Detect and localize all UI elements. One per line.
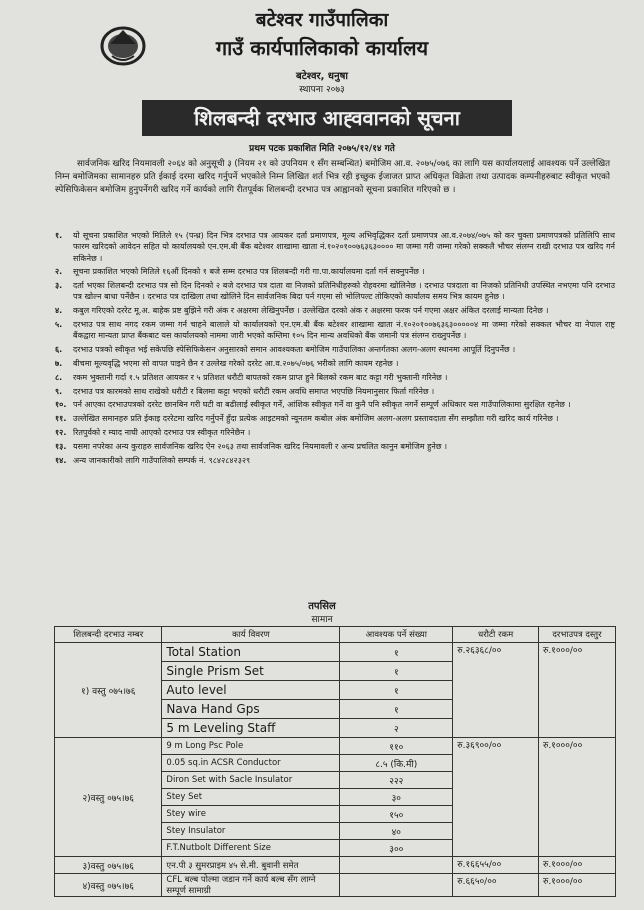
condition-number: ७. [55, 358, 63, 368]
item-description: Stey Insulator [162, 823, 340, 840]
deposit-amount: रु.३६९००/०० [453, 738, 539, 857]
section-title: तपसिल [308, 601, 336, 612]
condition-item [55, 266, 615, 277]
column-header: दरभाउपत्र दस्तुर [538, 627, 615, 643]
bid-fee: रु.१०००/०० [538, 738, 615, 857]
condition-number: १२. [55, 427, 67, 437]
condition-text: दरभाउ पत्र कारमको साथ राखेको धरौटी र बिलमा कट्टा भएको धरौटी रकम अवधि समाप्त भएपछि नियमानुसार फिर्ता गरिनेछ । [73, 386, 435, 396]
item-quantity: ३०० [340, 840, 453, 857]
condition-number: ९. [55, 386, 63, 396]
item-description: CFL बल्ब पोल्मा जडान गर्ने कार्य बल्ब सँग लाग्ने सम्पूर्ण सामाग्री [162, 874, 340, 897]
condition-number: ३. [55, 281, 63, 291]
item-quantity [340, 857, 453, 874]
condition-number: १०. [55, 400, 67, 410]
condition-number: ११. [55, 414, 67, 424]
condition-text: रकम भुक्तानी गर्दा १.५ प्रतिशत आयकर र ५ प्रतिशत धरौटी बापतको रकम प्राप्त हुने बिलको रकम बाट कट्टा गरी भुक्तानी गरिनेछ । [73, 372, 448, 382]
notice-title: शिलबन्दी दरभाउ आह्‍ववानको सूचना [142, 100, 512, 136]
conditions-list [55, 230, 615, 468]
condition-text: कबुल गरिएको दररेट मू.अ. बाहेक प्रष्ट बुझिने गरी अंक र अक्षरमा लेखिनुपर्नेछ । उल्लेखित दरको अंक र अक्षरमा फरक पर्न गएमा अक्षर अंकित दरलाई मान्यता दिनेछ । [73, 306, 549, 316]
item-quantity [340, 874, 453, 897]
item-quantity: १ [340, 681, 453, 700]
condition-item [55, 372, 615, 383]
condition-text: दरभाउ पत्रको स्वीकृत भई सकेपछि स्पेसिफिकेसन अनुसारको समान आवश्यकता बमोजिम गाउँपालिका अन्तर्गतका अलग-अलग स्थानमा आपूर्ति दिनुपर्नेछ । [73, 345, 516, 355]
office-location: बटेश्वर, धनुषा [295, 71, 348, 82]
condition-item [55, 386, 615, 397]
item-description: F.T.Nutbolt Different Size [162, 840, 340, 857]
condition-text: सूचना प्रकाशित भएको मितिले १६औं दिनको १ बजे सम्म दरभाउ पत्र शिलबन्दी गरी गा.पा.कार्यालयमा दर्ता गर्न सक्नुपर्नेछ । [73, 267, 425, 277]
column-header: शिलबन्दी दरभाउ नम्बर [55, 627, 162, 643]
deposit-amount: रु.१६६५५/०० [453, 857, 539, 874]
condition-text: यो सूचना प्रकाशित भएको मितिले १५ (पन्ध्र) दिन भित्र दरभाउ पत्र आयकर दर्ता प्रमाणपत्र, मूल्य अभिवृद्धिकर दर्ता प्रमाणपत्र आ.व.२०७४/०७५ को कर चुक्ता प्रमाणपत्रको प्रतिलिपि साथ फारम खरिदको आवेदन सहित यो कार्यालयको एन.एम.बी बैंक बटेश्वर शाखामा खाता नं.१०२०१००७६३६३०००० मा जम्मा गरी जम्मा गरेको सक्कलै भौचर संलग्न राखी दरभाउ पत्र खरिद गर्न सकिनेछ । [73, 231, 615, 263]
lot-number: ४)वस्तु ०७५।७६ [55, 874, 162, 897]
condition-item [55, 319, 615, 342]
lot-number: ३)वस्तु ०७५।७६ [55, 857, 162, 874]
item-description: Stey wire [162, 806, 340, 823]
item-quantity: ४० [340, 823, 453, 840]
condition-number: ४. [55, 306, 63, 316]
table-header-row [55, 627, 616, 643]
table-row [55, 738, 616, 755]
item-description: Diron Set with Sacle Insulator [162, 772, 340, 789]
condition-number: ८. [55, 372, 63, 382]
condition-item [55, 413, 615, 424]
condition-number: १४. [55, 455, 67, 465]
condition-text: यसमा नपरेका अन्य कुराहरु सार्वजनिक खरिद ऐन २०६३ तथा सार्वजनिक खरिद नियमावली र अन्य प्रचलित कानुन बमोजिम हुनेछ । [73, 441, 448, 451]
item-quantity: १ [340, 662, 453, 681]
item-description: Auto level [162, 681, 340, 700]
lot-number: २)वस्तु ०७५।७६ [55, 738, 162, 857]
item-quantity: २ [340, 719, 453, 738]
deposit-amount: रु.६६५०/०० [453, 874, 539, 897]
item-description: Nava Hand Gps [162, 700, 340, 719]
condition-item [55, 358, 615, 369]
item-description: 5 m Leveling Staff [162, 719, 340, 738]
condition-text: दरभाउ पत्र साथ नगद रकम जम्मा गर्न चाहने बालाले यो कार्यालयको एन.एम.बी बैंक बटेश्वर शाखामा खाता नं.१०२०१००७६३६३०००००४ मा जम्मा गरेको सक्कल भौचर वा नेपाल राष्ट्र बैंकद्वारा मान्यता प्राप्त बैंकबाट यस कार्यालयको नाममा जारी भएको कम्तिमा १०५ दिन मान्य अवधिको बैंक जमानी पत्र संलग्न राख्नुपर्नेछ । [73, 320, 615, 341]
column-header: आवश्यक पर्ने संख्या [340, 627, 453, 643]
deposit-amount: रु.२६३६८/०० [453, 643, 539, 738]
condition-text: रितपुर्वको र म्याद नाघी आएको दरभाउ पत्र स्वीकृत गरिनेछैन । [73, 427, 251, 437]
condition-item [55, 455, 615, 466]
condition-number: १. [55, 231, 63, 240]
item-quantity: १५० [340, 806, 453, 823]
lot-number: १) वस्तु ०७५।७६ [55, 643, 162, 738]
item-quantity: १ [340, 643, 453, 662]
item-description: एन.पी ३ सुमरप्राइम ४५ से.मी. बुवानी समेत [162, 857, 340, 874]
condition-item [55, 427, 615, 438]
condition-number: ६. [55, 345, 63, 355]
item-description: Total Station [162, 643, 340, 662]
condition-text: पर्न आएका दरभाउपत्रको दररेट छानबिन गरी घटी वा बढीलाई स्वीकृत गर्ने, आंशिक स्वीकृत गर्ने वा कुनै पनि स्वीकृत नगर्ने सम्पूर्ण अधिकार यस गाउँपालिकामा सुरक्षित रहनेछ । [73, 400, 571, 410]
condition-number: १३. [55, 441, 67, 451]
item-quantity: ११० [340, 738, 453, 755]
column-header: धरौटी रकम [453, 627, 539, 643]
column-header: कार्य विवरण [162, 627, 340, 643]
condition-number: २. [55, 267, 63, 277]
section-subtitle: सामान [311, 615, 333, 625]
condition-text: उल्लेखित समानहरु प्रति ईकाइ दररेटमा खरिद गर्नुपर्ने हुँदा प्रत्येक आइटमको न्यूनतम कबोल अंक बमोजिम अलग-अलग प्रस्तावदाता सँग सम्झौता गरी खरिद कार्य गरिनेछ । [73, 414, 559, 424]
condition-item [55, 280, 615, 303]
item-quantity: १ [340, 700, 453, 719]
condition-item [55, 441, 615, 452]
condition-text: बीचमा मूल्यवृद्धि भएमा सो वापत पाइने छैन र उल्लेख गरेको दररेट आ.व.२०७५/०७६ भरीको लागि कायम रहनेछ । [73, 358, 399, 368]
municipality-name: बटेश्वर गाउँपालिका [255, 9, 389, 31]
bid-fee: रु.१०००/०० [538, 857, 615, 874]
condition-number: ५. [55, 320, 63, 330]
condition-item [55, 305, 615, 316]
items-table [54, 626, 616, 897]
condition-text: दर्ता भएका शिलबन्दी दरभाउ पत्र सो दिन दिनको २ बजे दरभाउ पत्र दाता वा निजको प्रतिनिधीहरुको रोहवरमा खोलिनेछ । दरभाउ पत्रदाता वा निजको प्रतिनिधी उपस्थित नभएमा पनि दरभाउ पत्र खोल्न बाधा पर्नेछैन । दरभाउ पत्र दाखिला तथा खोलिने दिन सार्वजनिक बिदा पर्न गएमा सो भोलिपल्ट तोकिएको कार्यालय समय भित्र कायम हुनेछ । [73, 281, 615, 302]
office-name: गाउँ कार्यपालिकाको कार्यालय [215, 36, 429, 60]
established-year: स्थापना २०७३ [299, 85, 345, 95]
item-quantity: २२२ [340, 772, 453, 789]
condition-text: अन्य जानकारीको लागि गाउँपालिको सम्पर्क नं. ९८४२८४२३२९ [73, 455, 251, 465]
item-description: Stey Set [162, 789, 340, 806]
table-row [55, 874, 616, 897]
item-description: Single Prism Set [162, 662, 340, 681]
item-quantity: ८.५ (कि.मी) [340, 755, 453, 772]
item-quantity: ३० [340, 789, 453, 806]
bid-fee: रु.१०००/०० [538, 643, 615, 738]
bid-fee: रु.१०००/०० [538, 874, 615, 897]
published-date: प्रथम पटक प्रकाशित मिति २०७५/१२/१४ गते [249, 144, 395, 154]
condition-item [55, 344, 615, 355]
condition-item [55, 230, 615, 264]
intro-paragraph: सार्वजनिक खरिद नियमावली २०६४ को अनुसूची ३ (नियम २१ को उपनियम १ सँग सम्बन्धित) बमोजिम आ.व. २०७५/०७६ का लागि यस कार्यालयलाई आवश्यक पर्ने उल्लेखित निम्न बमोजिमका सामानहरु प्रति ईकाई दरमा खरिद गर्नुपर्ने भएकोले निम्न लिखित शर्त भित्र रही इच्छुक ईजाजत प्राप्त अधिकृत विक्रेता तथा उत्पादक कम्पनीहरुबाट स्वीकृत भएको स्पेसिफिकेसन बमोजिम हुनुपर्नेगरी खरिद गर्ने कार्यको लागि रीतपूर्वक शिलबन्दी दरभाउ पत्र आह्वानको सूचना प्रकाशित गरिएको छ । [55, 159, 610, 195]
table-row [55, 643, 616, 662]
table-row [55, 857, 616, 874]
item-description: 9 m Long Psc Pole [162, 738, 340, 755]
item-description: 0.05 sq.in ACSR Conductor [162, 755, 340, 772]
condition-item [55, 399, 615, 410]
